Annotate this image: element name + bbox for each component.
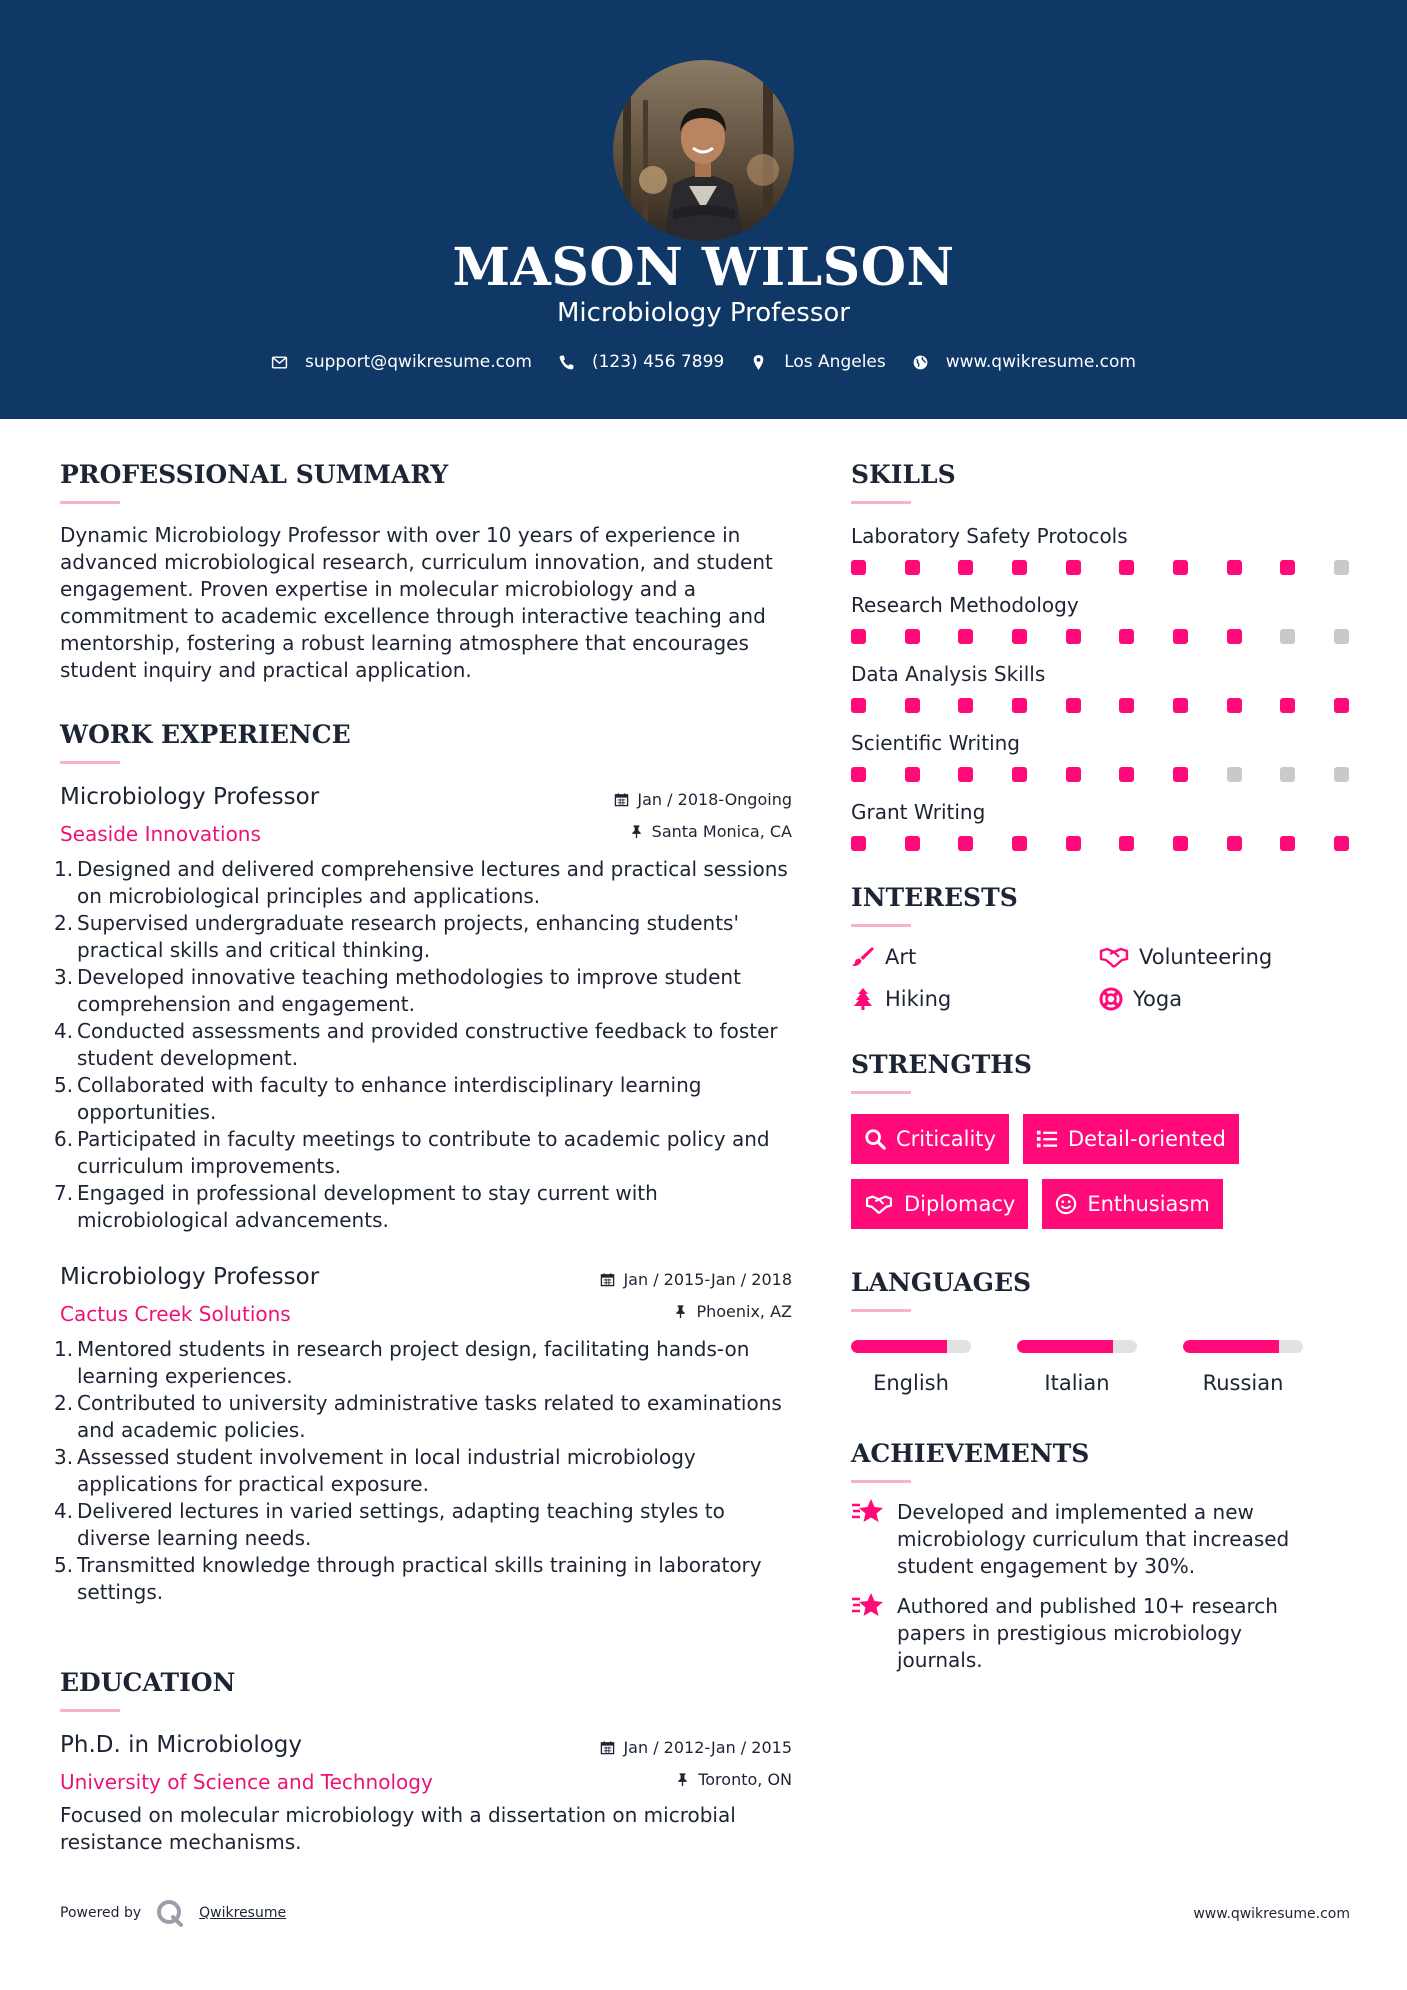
rating-dot-filled: [1280, 836, 1295, 851]
rating-dot-empty: [1280, 767, 1295, 782]
education-date: [600, 1738, 792, 1757]
rating-dot-filled: [851, 767, 866, 782]
duty-item: 7. Engaged in professional development to stay current with microbiological advancements.: [54, 1181, 658, 1232]
envelope-icon: [271, 354, 288, 371]
language-level-bar: [1183, 1340, 1303, 1353]
summary-heading: PROFESSIONAL SUMMARY: [60, 460, 449, 489]
job-title: Microbiology Professor: [60, 784, 320, 810]
job-location-text: Santa Monica, CA: [651, 822, 792, 841]
footer-powered-by: [60, 1898, 286, 1928]
skill-rating: [851, 560, 1349, 575]
job-entry: [54, 784, 792, 1234]
duty-item: 3. Assessed student involvement in local industrial microbiology applications for practical exposure.: [54, 1445, 696, 1496]
rating-dot-filled: [1066, 560, 1081, 575]
strength-label: Enthusiasm: [1087, 1192, 1210, 1216]
rating-dot-filled: [1012, 560, 1027, 575]
phone-text: (123) 456 7899: [591, 352, 725, 372]
rating-dot-filled: [1227, 836, 1242, 851]
calendar-icon: [600, 1272, 615, 1287]
section-divider: [60, 501, 120, 504]
skill-item: [851, 524, 1351, 575]
email-text: support@qwikresume.com: [305, 352, 532, 372]
duty-item: 5. Transmitted knowledge through practical skills training in laboratory settings.: [54, 1553, 762, 1604]
duty-item: 5. Collaborated with faculty to enhance interdisciplinary learning opportunities.: [54, 1073, 702, 1124]
map-pin-icon: [750, 354, 767, 371]
rating-dot-empty: [1280, 629, 1295, 644]
language-level-fill: [851, 1340, 947, 1353]
rating-dot-filled: [1227, 698, 1242, 713]
section-divider: [851, 1309, 911, 1312]
candidate-name: MASON WILSON: [452, 237, 955, 298]
rating-dot-filled: [1012, 836, 1027, 851]
rating-dot-filled: [958, 629, 973, 644]
pin-icon: [673, 1304, 688, 1319]
duty-item: 4. Conducted assessments and provided constructive feedback to foster student development.: [54, 1019, 778, 1070]
strengths-list: [851, 1114, 1351, 1244]
skill-rating: [851, 767, 1349, 782]
language-item: [1183, 1340, 1349, 1395]
rating-dot-filled: [1334, 698, 1349, 713]
interests-list: [851, 945, 1351, 1011]
qwikresume-logo-icon: [155, 1898, 185, 1928]
phone-icon: [558, 354, 575, 371]
lifering-icon: [1099, 987, 1123, 1011]
job-location: [629, 822, 792, 841]
section-divider: [60, 1709, 120, 1712]
rating-dot-filled: [851, 698, 866, 713]
achievement-item: [851, 1593, 1351, 1674]
rating-dot-filled: [1173, 836, 1188, 851]
candidate-title: Microbiology Professor: [557, 298, 850, 328]
language-level-bar: [851, 1340, 971, 1353]
pin-icon: [629, 824, 644, 839]
summary-section: [60, 460, 792, 684]
education-date-text: Jan / 2012-Jan / 2015: [623, 1738, 792, 1757]
rating-dot-filled: [1119, 560, 1134, 575]
skill-rating: [851, 629, 1349, 644]
rating-dot-filled: [958, 836, 973, 851]
job-location-text: Phoenix, AZ: [696, 1302, 792, 1321]
contact-phone[interactable]: [558, 352, 724, 372]
rating-dot-filled: [1012, 698, 1027, 713]
rating-dot-filled: [1227, 629, 1242, 644]
job-company: Cactus Creek Solutions: [60, 1302, 291, 1326]
skill-name: Research Methodology: [851, 593, 1079, 617]
rating-dot-filled: [1012, 629, 1027, 644]
strengths-section: [851, 1050, 1351, 1244]
achievement-text: Developed and implemented a new microbiology curriculum that increased student engagement by 30%.: [897, 1500, 1290, 1578]
search-icon: [864, 1128, 886, 1150]
tree-icon: [851, 987, 875, 1011]
list-icon: [1036, 1128, 1058, 1150]
language-name: Russian: [1202, 1371, 1284, 1395]
rating-dot-filled: [1334, 836, 1349, 851]
duty-item: 3. Developed innovative teaching methodologies to improve student comprehension and engagement.: [54, 965, 741, 1016]
summary-text: Dynamic Microbiology Professor with over 10 years of experience in advanced microbiological research, curriculum innovation, and student engagement. Proven expertise in molecular microbiology and a commitment to academic excellence through interactive teaching and mentorship, fostering a robust learning atmosphere that encourages student inquiry and practical application.: [60, 523, 773, 682]
rating-dot-filled: [1280, 698, 1295, 713]
interests-heading: INTERESTS: [851, 883, 1018, 912]
rating-dot-filled: [1119, 767, 1134, 782]
location-text: Los Angeles: [784, 352, 886, 372]
resume-header: [0, 0, 1407, 419]
language-level-bar: [1017, 1340, 1137, 1353]
globe-icon: [912, 354, 929, 371]
rating-dot-filled: [905, 629, 920, 644]
duty-item: 4. Delivered lectures in varied settings, adapting teaching styles to diverse learning needs.: [54, 1499, 725, 1550]
interest-item: [1099, 945, 1347, 969]
rating-dot-filled: [1066, 836, 1081, 851]
strength-tag: [1023, 1114, 1239, 1164]
job-date-text: Jan / 2018-Ongoing: [637, 790, 792, 809]
skill-rating: [851, 836, 1349, 851]
education-location: [675, 1770, 792, 1789]
rating-dot-empty: [1227, 767, 1242, 782]
languages-heading: LANGUAGES: [851, 1268, 1032, 1297]
rating-dot-filled: [1066, 698, 1081, 713]
rating-dot-filled: [851, 836, 866, 851]
strengths-heading: STRENGTHS: [851, 1050, 1032, 1079]
handshake-icon: [864, 1193, 894, 1215]
smile-icon: [1055, 1193, 1077, 1215]
education-heading: EDUCATION: [60, 1668, 236, 1697]
rating-dot-empty: [1334, 767, 1349, 782]
star-award-icon: [851, 1497, 885, 1527]
rating-dot-filled: [1012, 767, 1027, 782]
rating-dot-filled: [958, 560, 973, 575]
rating-dot-filled: [851, 629, 866, 644]
rating-dot-filled: [1119, 698, 1134, 713]
profile-photo: [613, 60, 794, 241]
duty-list: [54, 1336, 792, 1606]
job-title: Microbiology Professor: [60, 1264, 320, 1290]
education-section: [60, 1668, 792, 1856]
strength-tag: [851, 1179, 1028, 1229]
rating-dot-filled: [1173, 698, 1188, 713]
job-entry: [54, 1264, 792, 1606]
rating-dot-filled: [1227, 560, 1242, 575]
achievements-heading: ACHIEVEMENTS: [851, 1439, 1090, 1468]
languages-list: [851, 1340, 1351, 1395]
handshake-icon: [1099, 945, 1129, 969]
section-divider: [851, 501, 911, 504]
language-level-fill: [1017, 1340, 1113, 1353]
languages-section: [851, 1268, 1351, 1395]
rating-dot-filled: [851, 560, 866, 575]
interest-item: [851, 987, 1099, 1011]
qwikresume-link[interactable]: Qwikresume: [199, 1905, 287, 1921]
interest-item: [1099, 987, 1347, 1011]
calendar-icon: [600, 1740, 615, 1755]
skill-name: Laboratory Safety Protocols: [851, 524, 1128, 548]
skill-item: [851, 593, 1351, 644]
skill-item: [851, 731, 1351, 782]
paintbrush-icon: [851, 945, 875, 969]
skills-section: [851, 460, 1351, 851]
rating-dot-filled: [958, 767, 973, 782]
skills-list: [851, 524, 1351, 851]
strength-label: Diplomacy: [904, 1192, 1016, 1216]
job-date: [600, 1270, 792, 1289]
right-column: [851, 460, 1351, 1687]
experience-heading: WORK EXPERIENCE: [60, 720, 351, 749]
duty-item: 6. Participated in faculty meetings to contribute to academic policy and curriculum improvements.: [54, 1127, 770, 1178]
interest-label: Yoga: [1133, 987, 1183, 1011]
interest-label: Volunteering: [1139, 945, 1273, 969]
interests-section: [851, 883, 1351, 1011]
section-divider: [851, 1480, 911, 1483]
language-name: Italian: [1044, 1371, 1110, 1395]
portrait-image: [613, 60, 794, 241]
interest-item: [851, 945, 1099, 969]
star-award-icon: [851, 1591, 885, 1621]
rating-dot-filled: [905, 836, 920, 851]
language-name: English: [873, 1371, 949, 1395]
contact-bar: [0, 352, 1407, 372]
rating-dot-filled: [905, 698, 920, 713]
interest-label: Hiking: [885, 987, 952, 1011]
website-text: www.qwikresume.com: [945, 352, 1136, 372]
strength-label: Criticality: [896, 1127, 996, 1151]
strength-tag: [1042, 1179, 1222, 1229]
contact-location: [750, 352, 886, 372]
skill-name: Data Analysis Skills: [851, 662, 1046, 686]
footer-website[interactable]: www.qwikresume.com: [1193, 1906, 1350, 1922]
strength-label: Detail-oriented: [1067, 1127, 1226, 1151]
rating-dot-empty: [1334, 629, 1349, 644]
rating-dot-filled: [958, 698, 973, 713]
calendar-icon: [614, 792, 629, 807]
duty-item: 2. Contributed to university administrative tasks related to examinations and academic policies.: [54, 1391, 782, 1442]
rating-dot-filled: [1066, 629, 1081, 644]
language-level-fill: [1183, 1340, 1279, 1353]
rating-dot-filled: [1173, 560, 1188, 575]
section-divider: [851, 924, 911, 927]
strength-tag: [851, 1114, 1009, 1164]
achievement-text: Authored and published 10+ research papers in prestigious microbiology journals.: [897, 1594, 1278, 1672]
language-item: [851, 1340, 1017, 1395]
duty-list: [54, 856, 792, 1234]
achievement-item: [851, 1499, 1351, 1580]
left-column: [54, 460, 792, 1856]
rating-dot-filled: [1173, 629, 1188, 644]
section-divider: [851, 1091, 911, 1094]
skill-name: Grant Writing: [851, 800, 986, 824]
interest-label: Art: [885, 945, 917, 969]
degree-title: Ph.D. in Microbiology: [60, 1732, 303, 1758]
rating-dot-filled: [1280, 560, 1295, 575]
job-location: [673, 1302, 792, 1321]
job-date-text: Jan / 2015-Jan / 2018: [623, 1270, 792, 1289]
duty-item: 1. Designed and delivered comprehensive lectures and practical sessions on microbiological principles and applications.: [54, 857, 788, 908]
section-divider: [60, 761, 120, 764]
rating-dot-filled: [905, 560, 920, 575]
rating-dot-filled: [1119, 629, 1134, 644]
rating-dot-filled: [1066, 767, 1081, 782]
job-company: Seaside Innovations: [60, 822, 261, 846]
contact-email[interactable]: [271, 352, 532, 372]
job-date: [614, 790, 792, 809]
skill-rating: [851, 698, 1349, 713]
experience-section: [54, 720, 792, 1606]
skill-name: Scientific Writing: [851, 731, 1021, 755]
rating-dot-filled: [1119, 836, 1134, 851]
school-name: University of Science and Technology: [60, 1770, 433, 1794]
skill-item: [851, 662, 1351, 713]
pin-icon: [675, 1772, 690, 1787]
contact-website[interactable]: [912, 352, 1136, 372]
rating-dot-filled: [905, 767, 920, 782]
language-item: [1017, 1340, 1183, 1395]
duty-item: 2. Supervised undergraduate research projects, enhancing students' practical skills and critical thinking.: [54, 911, 739, 962]
skill-item: [851, 800, 1351, 851]
education-description: Focused on molecular microbiology with a dissertation on microbial resistance mechanisms.: [60, 1803, 736, 1854]
education-location-text: Toronto, ON: [698, 1770, 792, 1789]
powered-by-label: Powered by: [60, 1905, 142, 1921]
rating-dot-empty: [1334, 560, 1349, 575]
skills-heading: SKILLS: [851, 460, 956, 489]
rating-dot-filled: [1173, 767, 1188, 782]
achievements-section: [851, 1439, 1351, 1674]
duty-item: 1. Mentored students in research project design, facilitating hands-on learning experiences.: [54, 1337, 750, 1388]
